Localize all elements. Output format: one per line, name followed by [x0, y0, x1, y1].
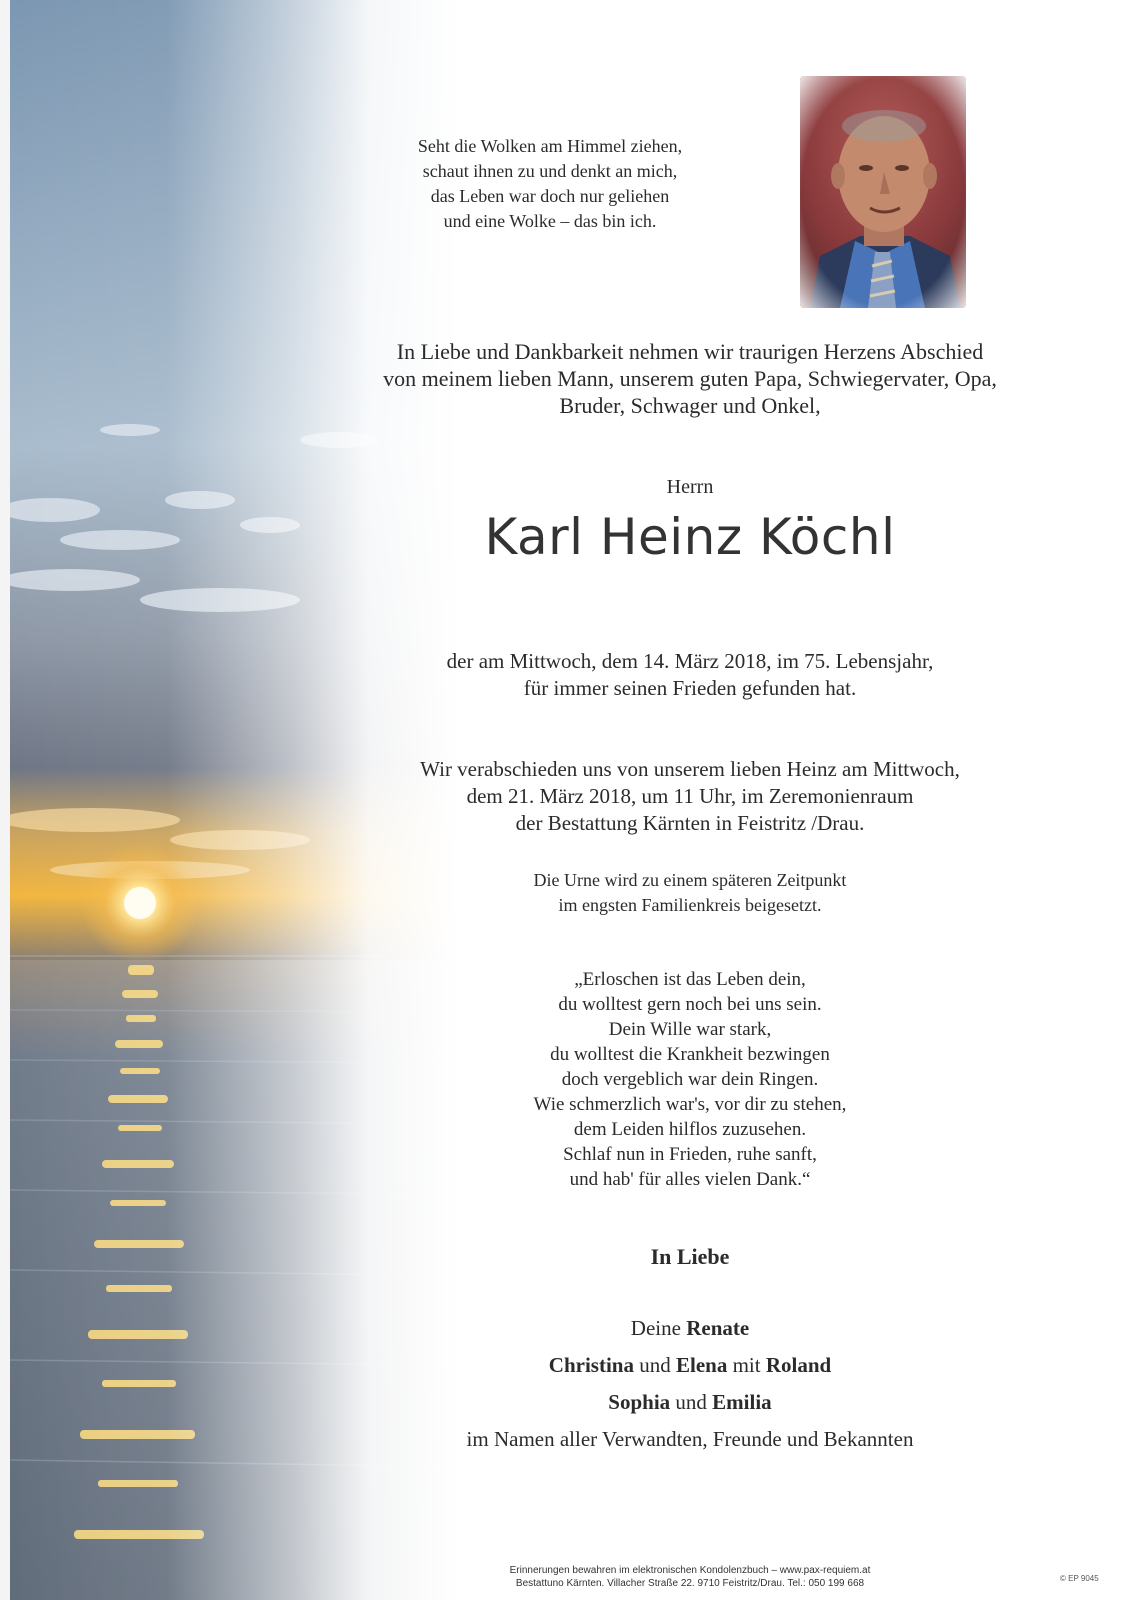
death-notice-line: für immer seinen Frieden gefunden hat. [523, 676, 857, 700]
mourners-text: und [639, 1353, 671, 1377]
footer-condolence-line: Erinnerungen bewahren im elektronischen Kondolenzbuch – www.pax-requiem.at [509, 1565, 871, 1576]
death-notice-line: der am Mittwoch, dem 14. März 2018, im 75. Lebensjahr, [446, 649, 934, 673]
intro-line: von meinem lieben Mann, unserem guten Papa, Schwiegervater, Opa, [383, 366, 997, 391]
opening-verse [320, 134, 780, 234]
mourner-name: Renate [686, 1316, 750, 1340]
verse-line: schaut ihnen zu und denkt an mich, [422, 161, 678, 181]
form-code: © EP 9045 [1060, 1574, 1099, 1583]
poem-line: doch vergeblich war dein Ringen. [561, 1069, 819, 1090]
mourners-text: Deine [630, 1316, 681, 1340]
salutation: Herrn [666, 476, 714, 498]
verse-line: Seht die Wolken am Himmel ziehen, [417, 136, 683, 156]
poem-line: du wolltest die Krankheit bezwingen [550, 1044, 830, 1065]
closing-phrase: In Liebe [650, 1244, 730, 1269]
urn-line: im engsten Familienkreis beigesetzt. [558, 895, 822, 915]
intro-line: Bruder, Schwager und Onkel, [559, 393, 821, 418]
urn-notice [400, 868, 980, 918]
poem-line: dem Leiden hilflos zuzusehen. [573, 1119, 807, 1140]
ceremony-line: Wir verabschieden uns von unserem lieben Heinz am Mittwoch, [420, 757, 960, 781]
mourner-name: Sophia [608, 1390, 671, 1414]
intro-line: In Liebe und Dankbarkeit nehmen wir traurigen Herzens Abschied [396, 339, 984, 364]
mourner-name: Roland [765, 1353, 832, 1377]
mourners-text: und [675, 1390, 707, 1414]
mourners-list [390, 1310, 990, 1458]
ceremony-line: der Bestattung Kärnten in Feistritz /Drau. [515, 811, 865, 835]
poem-line: und hab' für alles vielen Dank.“ [569, 1169, 811, 1190]
memorial-poem [440, 967, 940, 1192]
footer-address-line: Bestattuno Kärnten. Villacher Straße 22. 9710 Feistritz/Drau. Tel.: 050 199 668 [515, 1578, 865, 1589]
footer-info [440, 1564, 940, 1590]
mourners-text: mit [732, 1353, 761, 1377]
poem-line: Wie schmerzlich war's, vor dir zu stehen, [533, 1094, 847, 1115]
deceased-name: Karl Heinz Köchl [484, 508, 896, 566]
verse-line: und eine Wolke – das bin ich. [443, 211, 657, 231]
ceremony-details [340, 756, 1040, 837]
deceased-portrait-photo [800, 76, 966, 308]
poem-line: Schlaf nun in Frieden, ruhe sanft, [563, 1144, 817, 1165]
mourners-line-2 [390, 1347, 990, 1384]
poem-line: du wolltest gern noch bei uns sein. [558, 994, 822, 1015]
urn-line: Die Urne wird zu einem späteren Zeitpunkt [533, 870, 847, 890]
mourners-line-1 [390, 1310, 990, 1347]
verse-line: das Leben war doch nur geliehen [430, 186, 670, 206]
mourner-name: Christina [548, 1353, 634, 1377]
ceremony-line: dem 21. März 2018, um 11 Uhr, im Zeremonienraum [466, 784, 914, 808]
mourner-name: Elena [675, 1353, 728, 1377]
death-notice [350, 648, 1030, 702]
poem-line: „Erloschen ist das Leben dein, [574, 969, 806, 990]
farewell-introduction [330, 338, 1050, 419]
poem-line: Dein Wille war stark, [608, 1019, 772, 1040]
mourners-line-3 [390, 1384, 990, 1421]
mourner-name: Emilia [712, 1390, 772, 1414]
mourners-line-4: im Namen aller Verwandten, Freunde und Bekannten [466, 1427, 914, 1451]
